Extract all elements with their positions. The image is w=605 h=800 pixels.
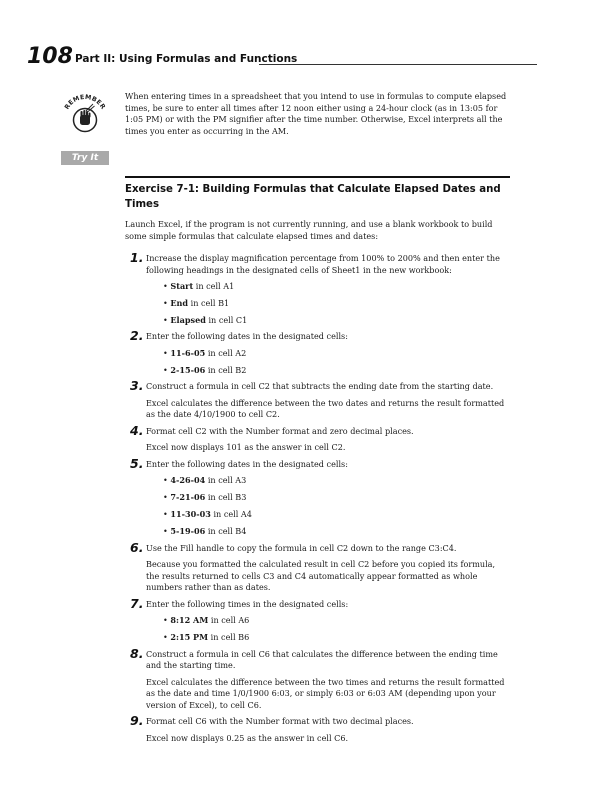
bullet-value: 11-6-05	[170, 347, 206, 358]
step-number: 5.	[130, 455, 144, 471]
exercise-step	[125, 378, 510, 421]
bullet-item: • 8:12 AM in cell A6	[163, 615, 250, 626]
bullet-value: 4-26-04	[170, 475, 206, 486]
step-instruction: Format cell C6 with the Number format with two decimal places.	[146, 716, 414, 727]
step-instruction: Use the Fill handle to copy the formula in cell C2 down to the range C3:C4.	[146, 542, 457, 553]
step-result-note: Excel now displays 0.25 as the answer in cell C6.	[146, 732, 349, 743]
bullet-location: in cell A6	[208, 615, 250, 626]
bullet-value: 2:15 PM	[170, 631, 209, 642]
exercise-step	[125, 645, 510, 712]
exercise-step	[125, 539, 510, 594]
exercise-step	[125, 455, 510, 537]
step-instruction: Enter the following dates in the designated cells:	[146, 458, 348, 469]
bullet-item: • Start in cell A1	[163, 281, 235, 291]
step-result-note: Because you formatted the calculated result in cell C2 before you copied its formula, the results returned to cells C3 and C4 automatically appear formatted as whole numbers rather than as dates.	[146, 559, 496, 593]
step-instruction: Construct a formula in cell C6 that calculates the difference between the ending time and the starting time.	[146, 648, 498, 671]
step-number: 9.	[130, 713, 144, 729]
step-bullet-list	[163, 475, 510, 537]
remember-icon	[60, 91, 110, 137]
bullet-value: 5-19-06	[170, 525, 206, 536]
exercise-intro: Launch Excel, if the program is not currently running, and use a blank workbook to build some simple formulas that calculate elapsed times and dates:	[125, 219, 493, 241]
bullet-item: • 2-15-06 in cell B2	[163, 364, 247, 375]
bullet-location: in cell C1	[205, 314, 248, 325]
bullet-item: • End in cell B1	[163, 297, 230, 308]
step-result-note: Excel now displays 101 as the answer in cell C2.	[146, 442, 346, 453]
step-number: 3.	[130, 378, 144, 394]
step-instruction: Enter the following dates in the designated cells:	[146, 331, 348, 342]
bullet-location: in cell B6	[208, 631, 250, 642]
exercise-step	[125, 328, 510, 376]
step-number: 6.	[130, 539, 144, 555]
bullet-value: Start	[170, 281, 194, 291]
page-number: 108	[27, 44, 73, 69]
bullet-item: • 11-6-05 in cell A2	[163, 347, 247, 358]
bullet-value: Elapsed	[170, 314, 206, 325]
bullet-location: in cell B1	[188, 297, 230, 308]
bullet-value: End	[170, 297, 189, 308]
step-number: 1.	[130, 250, 144, 265]
exercise-step	[125, 595, 510, 644]
page-header	[27, 44, 537, 74]
exercise-title: Exercise 7-1: Building Formulas that Calculate Elapsed Dates and Times	[125, 184, 501, 210]
step-result-note: Excel calculates the difference between the two times and returns the result formatted as the date and time 1/0/1900 6:03, or simply 6:03 or 6:03 AM (depending upon your version of Excel), to cell C6.	[146, 676, 505, 710]
bullet-item: • Elapsed in cell C1	[163, 314, 248, 325]
step-number: 4.	[130, 422, 144, 438]
bullet-location: in cell B3	[205, 492, 247, 503]
step-instruction: Construct a formula in cell C2 that subtracts the ending date from the starting date.	[146, 381, 494, 392]
bullet-value: 8:12 AM	[170, 615, 209, 626]
step-number: 7.	[130, 595, 144, 611]
step-bullet-list	[163, 281, 510, 326]
exercise-step	[125, 713, 510, 744]
bullet-location: in cell A4	[210, 509, 252, 520]
remember-note: When entering times in a spreadsheet that you intend to use in formulas to compute elapsed times, be sure to enter all times after 12 noon either using a 24-hour clock (as in 13:05 for 1:05 PM) or with the PM signifier after the time number. Otherwise, Excel interprets all the times you enter as occurring in the AM.	[125, 91, 507, 136]
step-instruction: Format cell C2 with the Number format and zero decimal places.	[146, 425, 414, 436]
bullet-location: in cell A2	[205, 347, 247, 358]
bullet-item: • 11-30-03 in cell A4	[163, 509, 252, 520]
exercise-rule	[125, 176, 510, 178]
bullet-item: • 4-26-04 in cell A3	[163, 475, 247, 486]
part-title: Part II: Using Formulas and Functions	[75, 53, 298, 65]
exercise-step	[125, 250, 510, 326]
try-it-badge: Try It	[61, 151, 109, 165]
bullet-location: in cell A3	[205, 475, 247, 486]
bullet-value: 11-30-03	[170, 509, 211, 520]
bullet-item: • 7-21-06 in cell B3	[163, 492, 247, 503]
bullet-item: • 5-19-06 in cell B4	[163, 525, 247, 536]
step-bullet-list	[163, 615, 510, 643]
step-number: 2.	[130, 328, 144, 344]
bullet-value: 7-21-06	[170, 492, 206, 503]
step-number: 8.	[130, 645, 144, 661]
exercise-steps	[125, 250, 510, 744]
bullet-value: 2-15-06	[170, 364, 206, 375]
step-bullet-list	[163, 348, 510, 376]
exercise-section	[125, 176, 510, 749]
bullet-location: in cell B4	[205, 525, 247, 536]
step-instruction: Enter the following times in the designated cells:	[146, 598, 349, 609]
bullet-location: in cell A1	[193, 281, 235, 291]
remember-label: REMEMBER	[63, 93, 107, 111]
header-rule	[259, 64, 537, 65]
step-instruction: Increase the display magnification percentage from 100% to 200% and then enter the following headings in the designated cells of Sheet1 in the new workbook:	[146, 253, 500, 275]
step-result-note: Excel calculates the difference between the two dates and returns the result formatted as the date 4/10/1900 to cell C2.	[146, 397, 505, 420]
exercise-step	[125, 422, 510, 454]
bullet-item: • 2:15 PM in cell B6	[163, 631, 250, 642]
bullet-location: in cell B2	[205, 364, 247, 375]
